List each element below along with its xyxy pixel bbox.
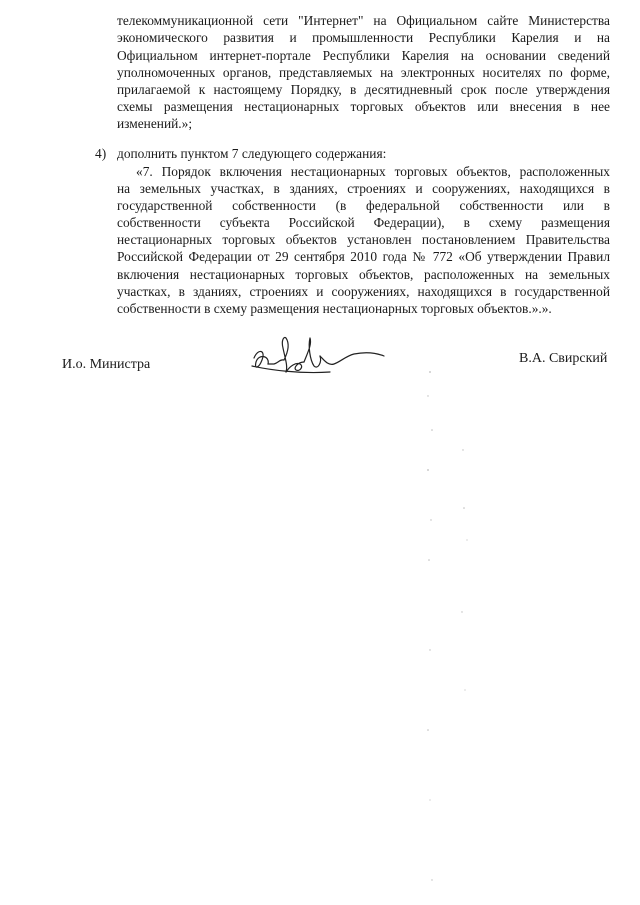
paragraph-line: изменений.»; <box>117 116 193 131</box>
quote-line: государственной собственности (в федеральной собственности или в <box>117 198 610 213</box>
paragraph-line: Официальном интернет-портале Республики Карелия на основании сведений <box>117 48 610 63</box>
quote-line: Российской Федерации от 29 сентября 2010 года № 772 «Об утверждении Правил <box>117 249 610 264</box>
quote-line: включения нестационарных торговых объектов, расположенных на земельных <box>117 267 610 282</box>
paragraph-line: прилагаемой к настоящему Порядку, в десятидневный срок после утверждения <box>117 82 610 97</box>
quote-line: на земельных участках, в зданиях, строениях и сооружениях, находящихся в <box>117 181 610 196</box>
signatory-position: И.о. Министра <box>62 357 151 372</box>
quote-line: нестационарных торговых объектов установлен постановлением Правительства <box>117 232 610 247</box>
signatory-name: В.А. Свирский <box>519 351 608 366</box>
paragraph-line: экономического развития и промышленности Республики Карелия и на <box>117 30 610 45</box>
paragraph-line: уполномоченных органов, представляемых на электронных носителях по форме, <box>117 65 610 80</box>
quote-line: собственности в схему размещения нестационарных торговых объектов.».». <box>117 301 552 316</box>
handwritten-signature <box>250 326 390 386</box>
paragraph-line: схемы размещения нестационарных торговых объектов или внесения в нее <box>117 99 610 114</box>
item-text: дополнить пунктом 7 следующего содержания: <box>117 146 387 161</box>
quote-line: собственности субъекта Российской Федерации), в схему размещения <box>117 215 610 230</box>
quote-line: участках, в зданиях, строениях и сооружениях, находящихся в государственной <box>117 284 610 299</box>
quote-line: «7. Порядок включения нестационарных торговых объектов, расположенных <box>136 164 610 179</box>
paragraph-line: телекоммуникационной сети "Интернет" на Официальном сайте Министерства <box>117 13 610 28</box>
item-number: 4) <box>95 146 107 161</box>
